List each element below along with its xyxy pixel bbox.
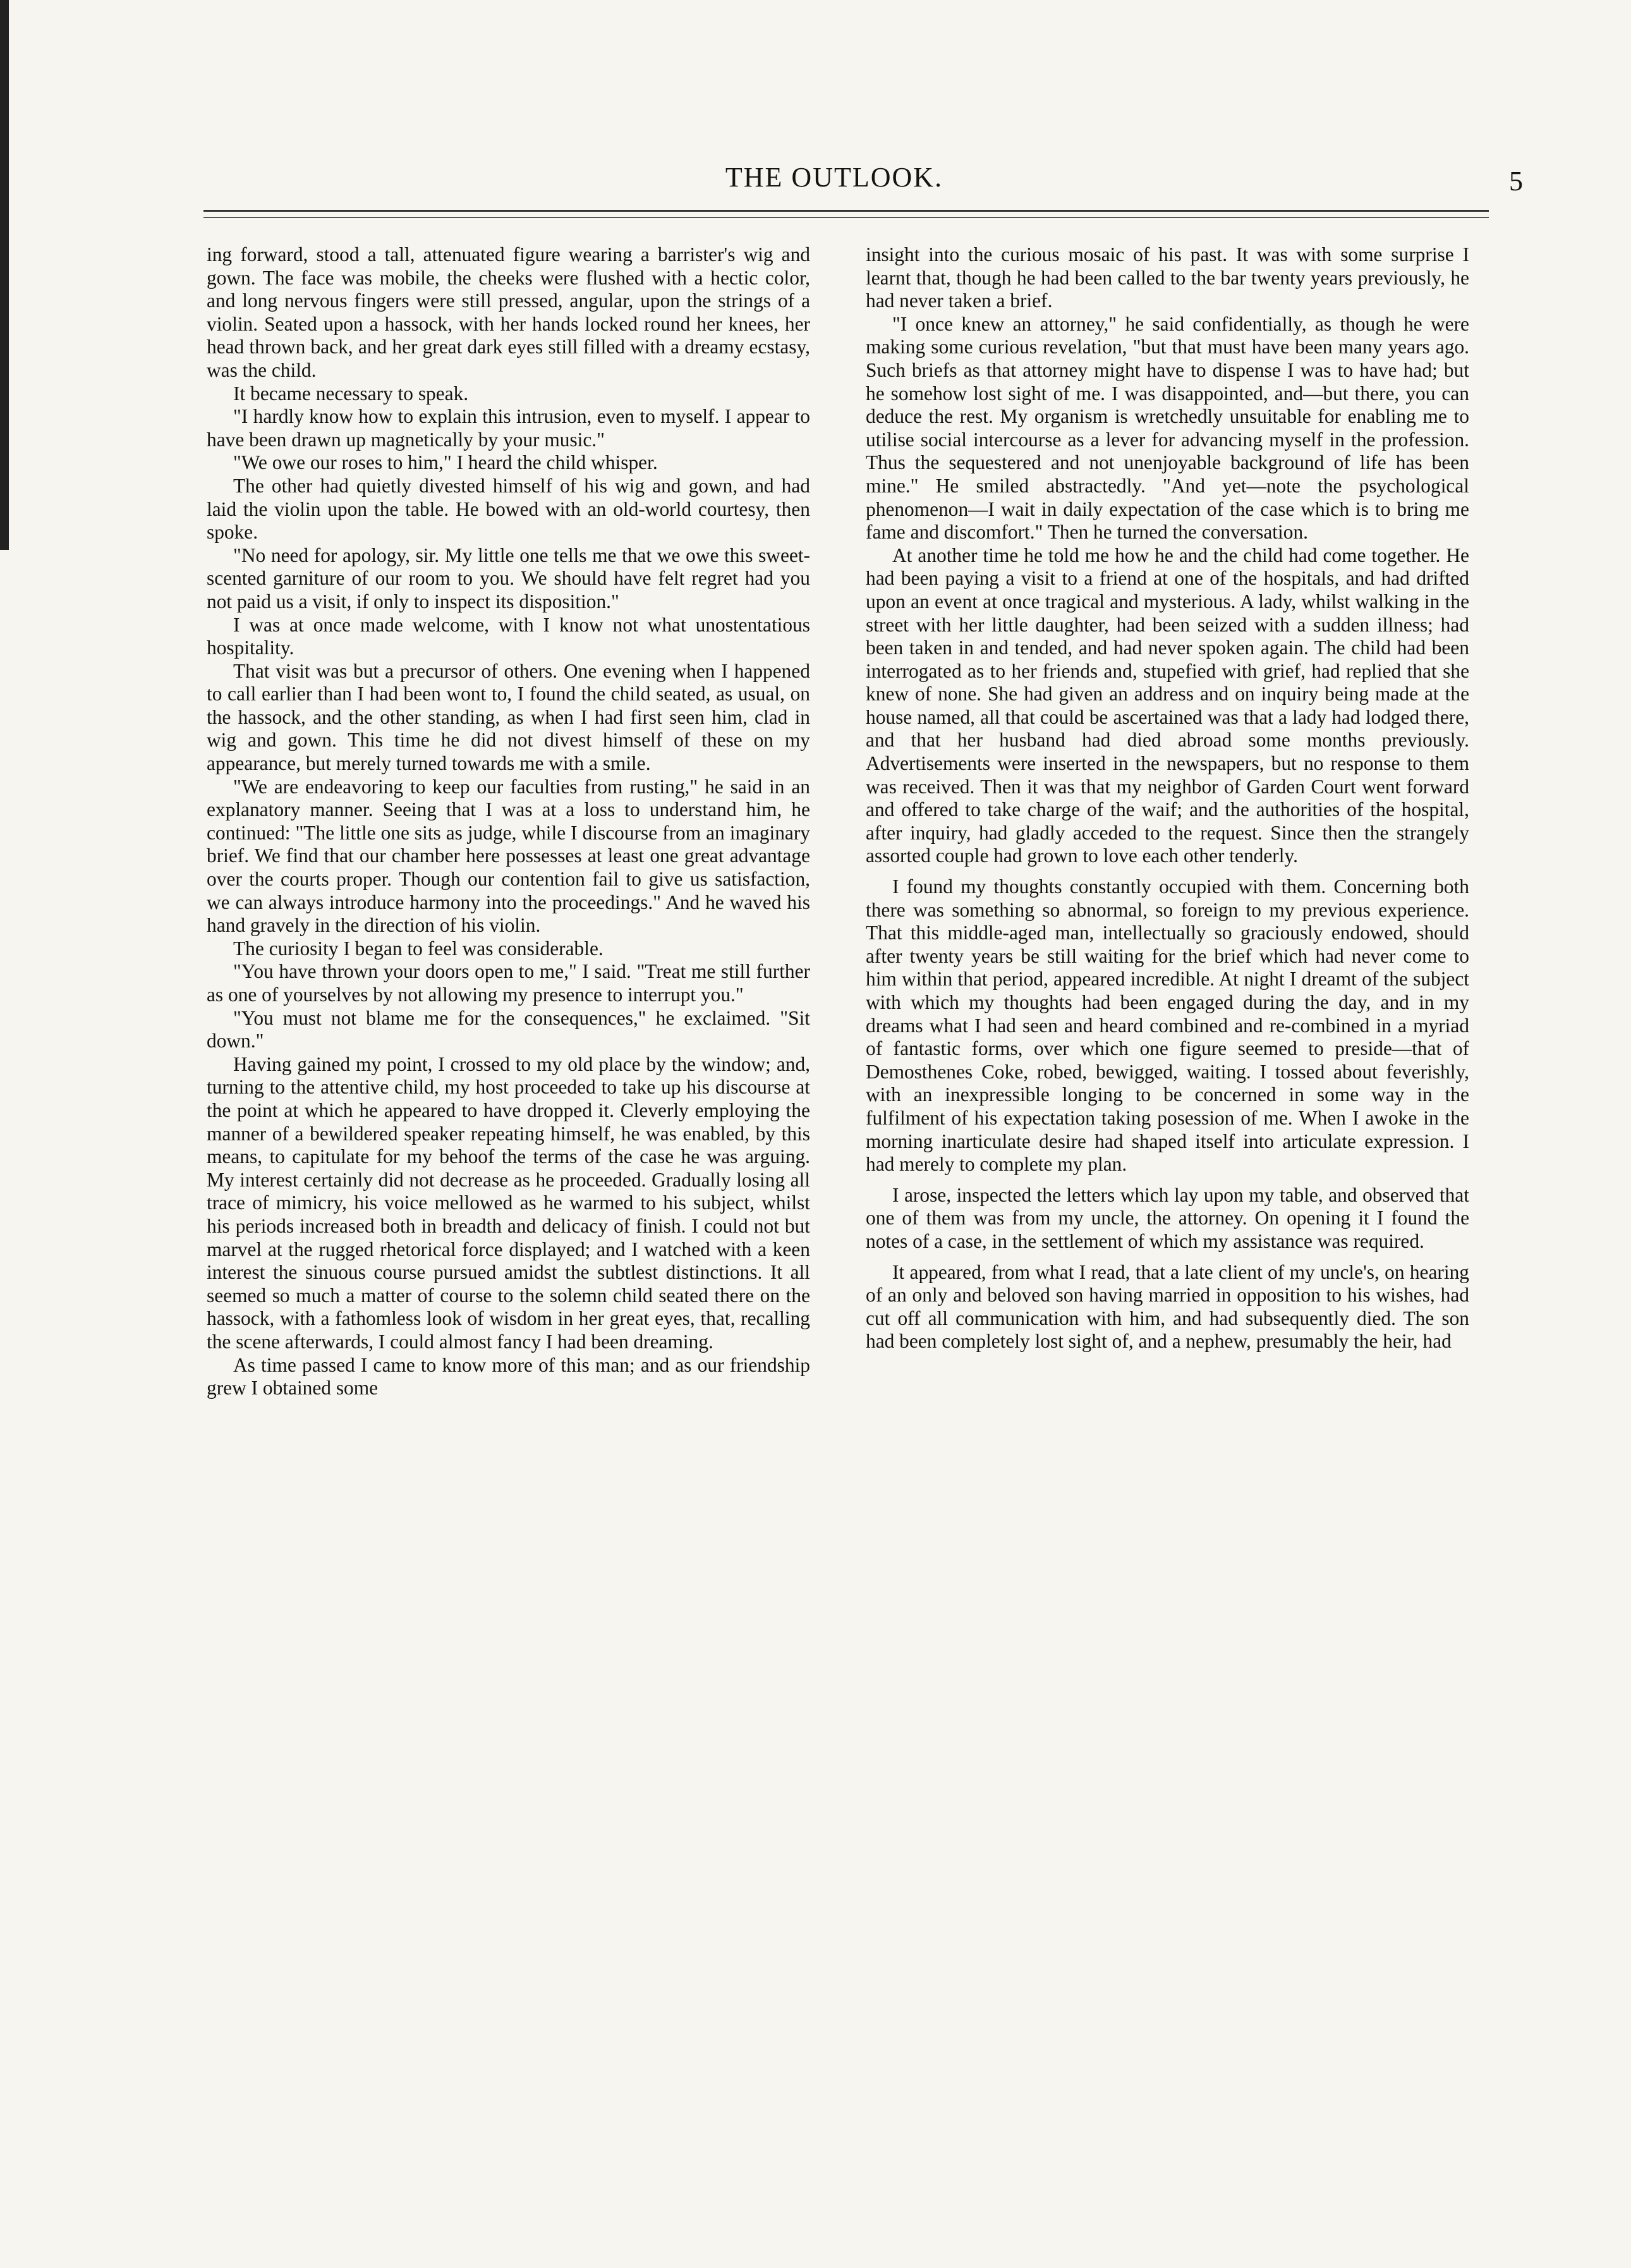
paragraph: The other had quietly divested himself of his wig and gown, and had laid the violin upon the table. He bowed with an old-world courtesy, then spoke.	[207, 474, 810, 544]
paragraph: "We are endeavoring to keep our faculties from rusting," he said in an explanatory manner. Seeing that I was at a loss to understand him, he continued: "The little one sits as judge, while I discourse from an imaginary brief. We find that our chamber here possesses at least one great advantage over the courts proper. Though our contention fail to give us satisfaction, we can always introduce harmony into the proceedings." And he waved his hand gravely in the direction of his violin.	[207, 775, 810, 937]
left-column	[207, 243, 810, 2203]
paragraph: "I hardly know how to explain this intrusion, even to myself. I appear to have been drawn up magnetically by your music."	[207, 405, 810, 451]
paragraph: "You must not blame me for the consequences," he exclaimed. "Sit down."	[207, 1006, 810, 1052]
page-title: THE OUTLOOK.	[725, 162, 943, 193]
paragraph: I found my thoughts constantly occupied with them. Concerning both there was something so abnormal, so foreign to my previous experience. That this middle-aged man, intellectually so graciously endowed, should after twenty years be still waiting for the brief which had never come to him within that period, appeared incredible. At night I dreamt of the subject with which my thoughts had been engaged during the day, and in my dreams what I had seen and heard combined and re-combined in a myriad of fantastic forms, over which one figure seemed to preside—that of Demosthenes Coke, robed, bewigged, waiting. I tossed about feverishly, with an inexpressible longing to be concerned in some way in the fulfilment of his expectation taking posession of me. When I awoke in the morning inarticulate desire had shaped itself into articulate expression. I had merely to complete my plan.	[866, 875, 1469, 1176]
paragraph: At another time he told me how he and the child had come together. He had been paying a visit to a friend at one of the hospitals, and had drifted upon an event at once tragical and mysterious. A lady, whilst walking in the street with her little daughter, had been seized with a sudden illness; had been taken in and tended, and had never spoken again. The child had been interrogated as to her friends and, stupefied with grief, had replied that she knew of none. She had given an address and on inquiry being made at the house named, all that could be ascertained was that a lady had lodged there, and that her husband had died abroad some months previously. Advertisements were inserted in the newspapers, but no response to them was received. Then it was that my neighbor of Garden Court went forward and offered to take charge of the waif; and the authorities of the hospital, after inquiry, had gladly acceded to the request. Since then the strangely assorted couple had grown to love each other tenderly.	[866, 544, 1469, 867]
paragraph: I arose, inspected the letters which lay upon my table, and observed that one of them was from my uncle, the attorney. On opening it I found the notes of a case, in the settlement of which my assistance was required.	[866, 1183, 1469, 1252]
paragraph: I was at once made welcome, with I know not what unostentatious hospitality.	[207, 613, 810, 659]
paragraph: insight into the curious mosaic of his past. It was with some surprise I learnt that, though he had been called to the bar twenty years previously, he had never taken a brief.	[866, 243, 1469, 312]
paragraph: "We owe our roses to him," I heard the child whisper.	[233, 451, 658, 474]
paragraph: It appeared, from what I read, that a late client of my uncle's, on hearing of an only and beloved son having married in opposition to his wishes, had cut off all communication with him, and had subsequently died. The son had been completely lost sight of, and a nephew, presumably the heir, had	[866, 1260, 1469, 1353]
paragraph: That visit was but a precursor of others. One evening when I happened to call earlier than I had been wont to, I found the child seated, as usual, on the hassock, and the other standing, as when I had first seen him, clad in wig and gown. This time he did not divest himself of these on my appearance, but merely turned towards me with a smile.	[207, 659, 810, 775]
header-rule	[203, 210, 1489, 218]
paragraph: "No need for apology, sir. My little one tells me that we owe this sweet-scented garniture of our room to you. We should have felt regret had you not paid us a visit, if only to inspect its disposition."	[207, 544, 810, 613]
page-number: 5	[1509, 166, 1523, 197]
paragraph: The curiosity I began to feel was considerable.	[233, 937, 603, 960]
paragraph: As time passed I came to know more of this man; and as our friendship grew I obtained some	[207, 1353, 810, 1399]
paragraph: Having gained my point, I crossed to my old place by the window; and, turning to the attentive child, my host proceeded to take up his discourse at the point at which he appeared to have dropped it. Cleverly employing the manner of a bewildered speaker repeating himself, he was enabled, by this means, to capitulate for my behoof the terms of the case he was arguing. My interest certainly did not decrease as he proceeded. Gradually losing all trace of mimicry, his voice mellowed as he warmed to his subject, whilst his periods increased both in breadth and delicacy of finish. I could not but marvel at the rugged rhetorical force displayed; and I watched with a keen interest the sinuous course pursued amidst the subtlest distinctions. It all seemed so much a matter of course to the solemn child seated there on the hassock, with a fathomless look of wisdom in her great eyes, that, recalling the scene afterwards, I could almost fancy I had been dreaming.	[207, 1052, 810, 1353]
paragraph: It became necessary to speak.	[233, 382, 469, 405]
paragraph: "You have thrown your doors open to me," I said. "Treat me still further as one of yourselves by not allowing my presence to interrupt you."	[207, 960, 810, 1006]
right-column	[866, 243, 1469, 2203]
scan-edge	[0, 0, 9, 550]
paragraph: "I once knew an attorney," he said confidentially, as though he were making some curious revelation, "but that must have been many years ago. Such briefs as that attorney might have to dispense I was to have had; but he somehow lost sight of me. I was disappointed, and—but there, you can deduce the rest. My organism is wretchedly unsuitable for enabling me to utilise social intercourse as a lever for advancing myself in the profession. Thus the sequestered and not unenjoyable background of life has been mine." He smiled abstractedly. "And yet—note the psychological phenomenon—I wait in daily expectation of the case which is to bring me fame and discomfort." Then he turned the conversation.	[866, 312, 1469, 544]
paragraph: ing forward, stood a tall, attenuated figure wearing a barrister's wig and gown. The face was mobile, the cheeks were flushed with a hectic color, and long nervous fingers were still pressed, angular, upon the strings of a violin. Seated upon a hassock, with her hands locked round her knees, her head thrown back, and her great dark eyes still filled with a dreamy ecstasy, was the child.	[207, 243, 810, 381]
page-header	[183, 161, 1523, 199]
